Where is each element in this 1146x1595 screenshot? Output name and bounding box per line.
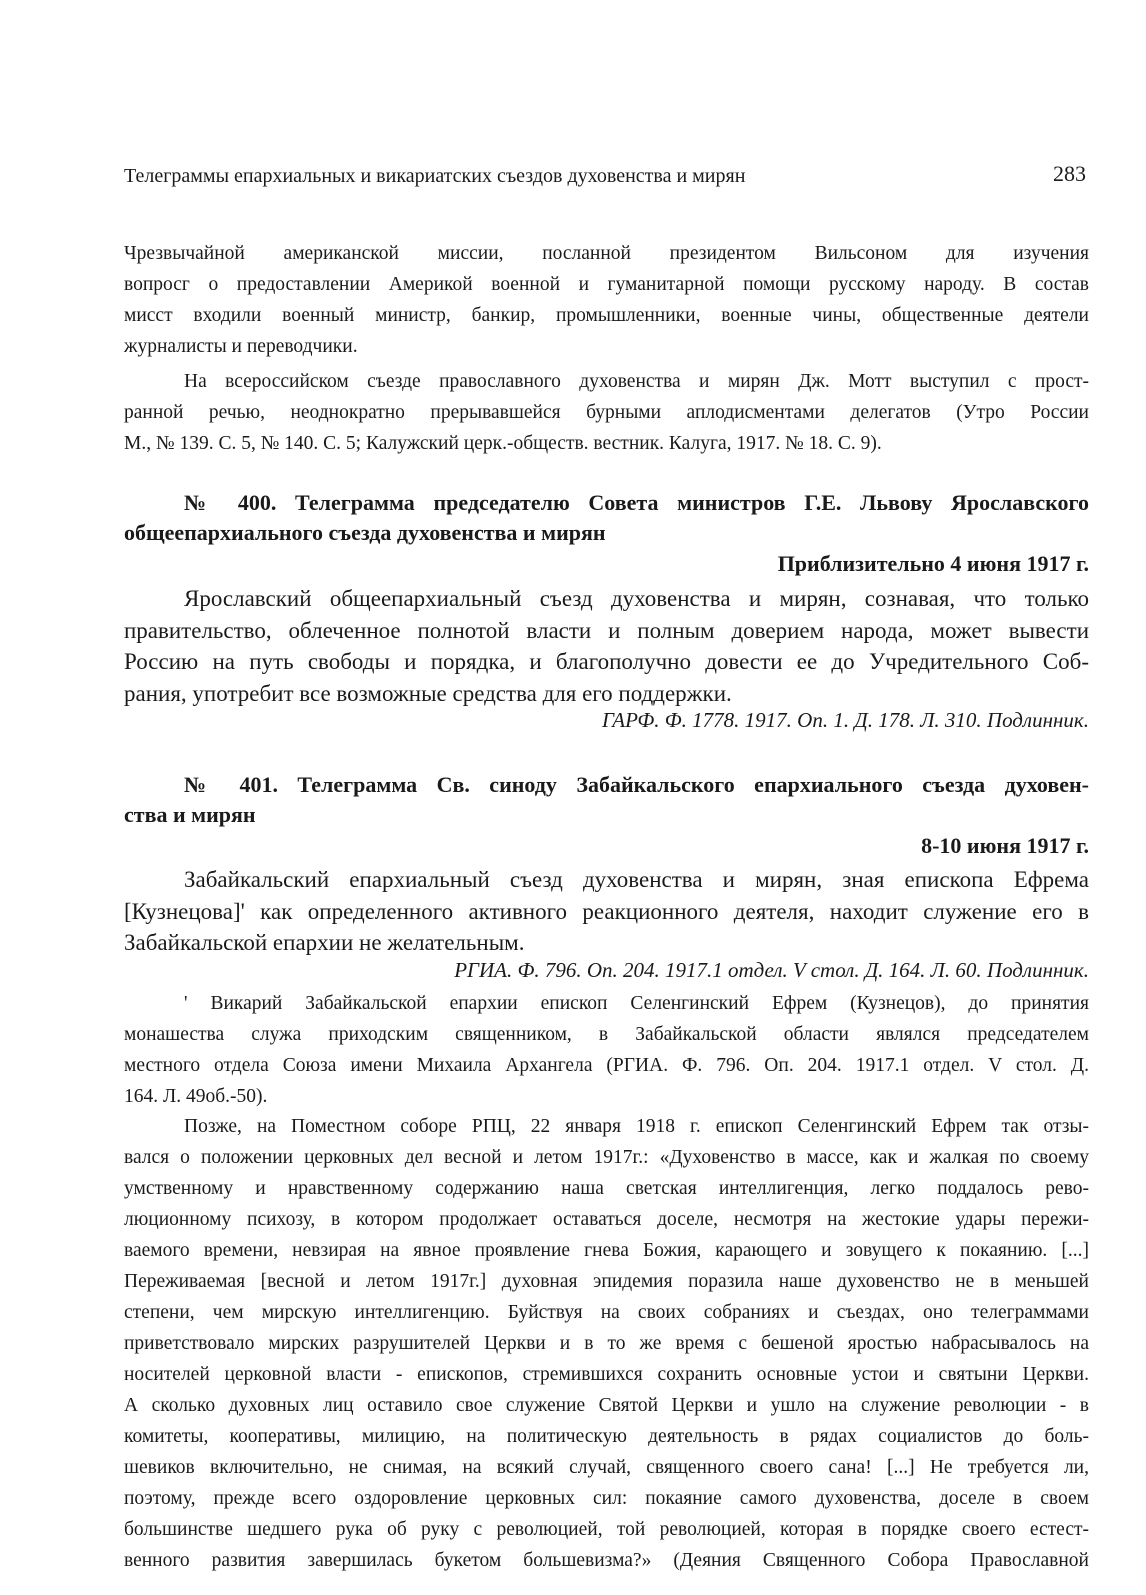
text-line: комитеты, кооперативы, милицию, на политическую деятельность в рядах социалистов до боль- — [124, 1426, 1089, 1447]
text-line: А сколько духовных лиц оставило свое служение Святой Церкви и ушло на служение революции - в — [124, 1395, 1089, 1416]
commentary — [124, 1111, 1089, 1576]
text-line: ' Викарий Забайкальской епархии епископ Селенгинский Ефрем (Кузнецов), до принятия — [184, 993, 1089, 1014]
text-line: умственному и нравственному содержанию наша светская интеллигенция, легко поддалось рево- — [124, 1178, 1089, 1199]
text-line: Чрезвычайной американской миссии, посланной президентом Вильсоном для изучения — [124, 243, 1089, 264]
doc-401-heading — [124, 770, 1089, 830]
heading-line: общеепархиального съезда духовенства и мирян — [124, 520, 606, 545]
heading-line: № 400. Телеграмма председателю Совета министров Г.Е. Львову Ярославского — [184, 490, 1089, 515]
heading-line: № 401. Телеграмма Св. синоду Забайкальского епархиального съезда духовен- — [184, 772, 1089, 797]
doc-401-citation: РГИА. Ф. 796. Оп. 204. 1917.1 отдел. V стол. Д. 164. Л. 60. Подлинник. — [454, 958, 1089, 982]
text-line: рания, употребит все возможные средства для его поддержки. — [124, 680, 732, 706]
text-line: журналисты и переводчики. — [124, 336, 358, 357]
text-line: шевиков включительно, не снимая, на всякий случай, священного своего сана! [...] Не требуется ли, — [124, 1457, 1089, 1478]
text-line: венного развития завершилась букетом большевизма?» (Деяния Священного Собора Православной — [124, 1550, 1089, 1571]
text-line: степени, чем мирскую интеллигенцию. Буйствуя на своих собраниях и съездах, оно телеграммами — [124, 1302, 1089, 1323]
text-line: вался о положении церковных дел весной и летом 1917г.: «Духовенство в массе, как и жалкая по своему — [124, 1147, 1089, 1168]
text-line: поэтому, прежде всего оздоровление церковных сил: покаяние самого духовенства, доселе в своем — [124, 1488, 1089, 1509]
text-line: 164. Л. 49об.-50). — [124, 1086, 268, 1107]
text-line: монашества служа приходским священником, в Забайкальской области являлся председателем — [124, 1024, 1089, 1045]
text-line: мисст входили военный министр, банкир, промышленники, военные чины, общественные деятели — [124, 305, 1089, 326]
text-line: ранной речью, неоднократно прерывавшейся бурными аплодисментами делегатов (Утро России — [124, 402, 1089, 423]
text-line: Ярославский общеепархиальный съезд духовенства и мирян, сознавая, что только — [184, 586, 1089, 611]
text-line: вопросг о предоставлении Америкой военной и гуманитарной помощи русскому народу. В состав — [124, 274, 1089, 295]
text-line: Россию на путь свободы и порядка, и благополучно довести ее до Учредительного Соб- — [124, 649, 1089, 674]
text-line: На всероссийском съезде православного духовенства и мирян Дж. Мотт выступил с прост- — [184, 371, 1089, 392]
text-line: Забайкальский епархиальный съезд духовенства и мирян, зная епископа Ефрема — [184, 867, 1089, 892]
text-line: Забайкальской епархии не желательным. — [124, 930, 525, 955]
running-header — [124, 161, 1086, 195]
text-line: ваемого времени, невзирая на явное проявление гнева Божия, карающего и зовущего к покаянию. [...] — [124, 1240, 1089, 1261]
running-title: Телеграммы епархиальных и викариатских съездов духовенства и мирян — [124, 165, 746, 187]
heading-line: ства и мирян — [124, 802, 256, 827]
doc-400-date: Приблизительно 4 июня 1917 г. — [777, 551, 1089, 576]
text-line: Позже, на Поместном соборе РПЦ, 22 января 1918 г. епископ Селенгинский Ефрем так отзы- — [184, 1116, 1089, 1137]
doc-400-citation: ГАРФ. Ф. 1778. 1917. Оп. 1. Д. 178. Л. 310. Подлинник. — [601, 708, 1089, 732]
text-line: правительство, облеченное полнотой власти и полным доверием народа, может вывести — [124, 617, 1089, 643]
text-line: носителей церковной власти - епископов, стремившихся сохранить основные устои и святыни Церкви. — [124, 1364, 1089, 1385]
text-line: М., № 139. С. 5, № 140. С. 5; Калужский церк.-обществ. вестник. Калуга, 1917. № 18. С. 9). — [124, 433, 882, 454]
text-line: Переживаемая [весной и летом 1917г.] духовная эпидемия поразила наше духовенство не в меньшей — [124, 1271, 1089, 1292]
footnote — [124, 988, 1089, 1112]
doc-401-date: 8-10 июня 1917 г. — [921, 833, 1089, 858]
text-line: местного отдела Союза имени Михаила Архангела (РГИА. Ф. 796. Оп. 204. 1917.1 отдел. V стол. Д. — [124, 1055, 1089, 1076]
text-line: [Кузнецова]' как определенного активного реакционного деятеля, находит служение его в — [124, 898, 1089, 924]
intro-paragraph — [124, 238, 1089, 362]
text-line: большинстве шедшего рука об руку с революцией, той революцией, которая в порядке своего естест- — [124, 1519, 1089, 1540]
doc-400-heading — [124, 488, 1089, 548]
text-line: люционному психозу, в котором продолжает оставаться доселе, несмотря на жестокие удары пережи- — [124, 1209, 1089, 1230]
doc-401-body — [124, 864, 1089, 959]
page-number: 283 — [1053, 161, 1086, 186]
intro-paragraph-2 — [124, 366, 1089, 459]
doc-400-body — [124, 583, 1089, 709]
text-line: приветствовало мирских разрушителей Церкви и в то же время с бешеной яростью набрасывалось на — [124, 1333, 1089, 1354]
